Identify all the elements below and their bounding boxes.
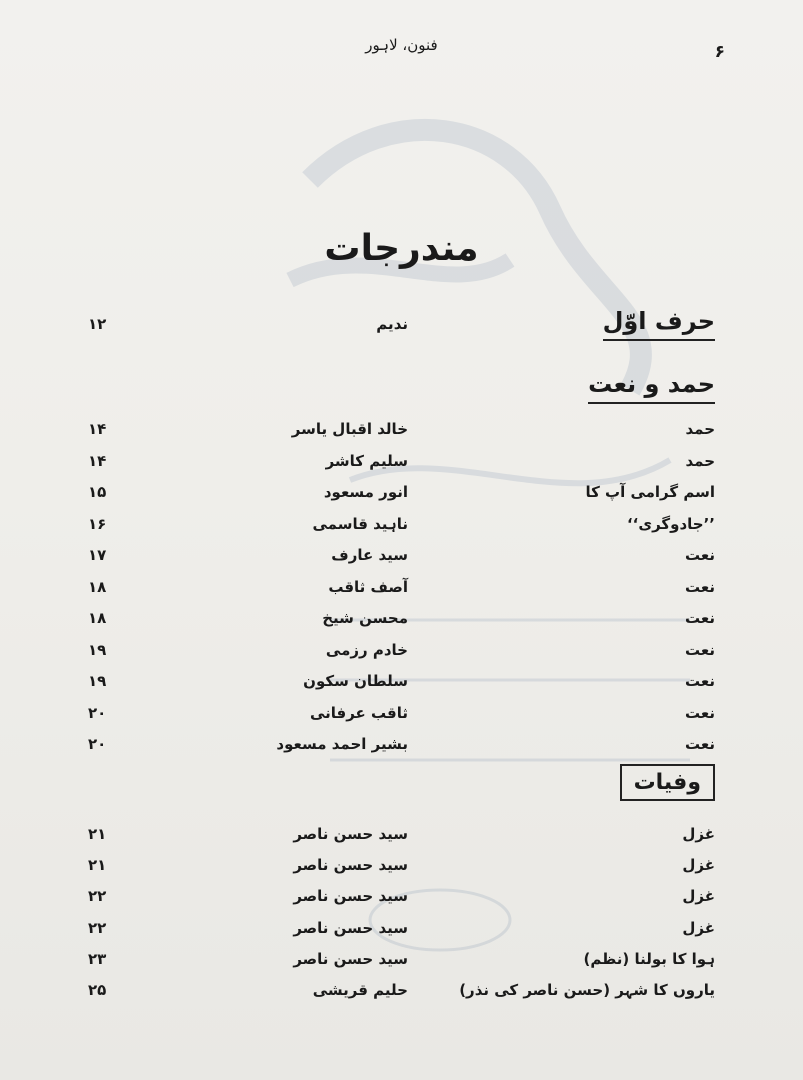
page-number: ۶ <box>714 42 725 62</box>
toc-author: خادم رزمی <box>325 640 408 659</box>
toc-title: نعت <box>685 609 715 627</box>
toc-page: ۱۸ <box>88 609 107 627</box>
toc-row <box>0 887 803 917</box>
toc-page: ۲۰ <box>88 735 107 753</box>
toc-page: ۲۵ <box>88 981 107 999</box>
toc-page: ۱۲ <box>88 315 107 333</box>
toc-row <box>0 825 803 855</box>
toc-title: نعت <box>685 546 715 564</box>
toc-author: ندیم <box>376 315 408 333</box>
toc-author: انور مسعود <box>323 483 408 501</box>
toc-page: ۱۴ <box>88 451 107 470</box>
toc-page: ۱۶ <box>88 514 107 533</box>
toc-page: ۲۲ <box>88 887 107 906</box>
toc-title: نعت <box>685 672 715 690</box>
section-heading-hamd-naat: حمد و نعت <box>588 370 715 404</box>
toc-title: ’’جادوگری‘‘ <box>626 514 715 533</box>
toc-row <box>0 672 803 702</box>
toc-page: ۲۱ <box>88 856 107 875</box>
toc-row <box>0 919 803 949</box>
toc-author: سید عارف <box>331 546 408 564</box>
toc-title: غزل <box>682 825 715 843</box>
toc-author: آصف ثاقب <box>328 577 408 596</box>
contents-title: مندرجات <box>324 228 479 269</box>
toc-row <box>0 981 803 1011</box>
toc-title: نعت <box>685 735 715 753</box>
toc-page: ۲۱ <box>88 825 107 843</box>
toc-author: سید حسن ناصر <box>293 887 408 906</box>
toc-title: نعت <box>685 577 715 596</box>
toc-row <box>0 735 803 765</box>
toc-title: حمد <box>685 420 715 438</box>
toc-title: اسم گرامی آپ کا <box>585 483 715 501</box>
toc-row <box>0 452 803 482</box>
toc-title: حمد <box>685 451 715 470</box>
toc-title: نعت <box>685 640 715 659</box>
toc-author: سید حسن ناصر <box>293 949 408 968</box>
toc-row-opening <box>0 315 803 345</box>
toc-author: محسن شیخ <box>322 609 408 627</box>
toc-row <box>0 950 803 980</box>
toc-row <box>0 856 803 886</box>
toc-author: خالد اقبال یاسر <box>291 420 408 438</box>
toc-page: ۱۷ <box>88 546 107 564</box>
toc-page: ۲۳ <box>88 949 107 968</box>
running-head: فنون، لاہور <box>365 36 438 54</box>
section-heading-obituaries: وفیات <box>620 764 715 801</box>
toc-page: ۱۴ <box>88 420 107 438</box>
toc-row <box>0 546 803 576</box>
toc-title: ہوا کا بولنا (نظم) <box>583 949 715 968</box>
toc-author: سید حسن ناصر <box>293 918 408 937</box>
toc-author: بشیر احمد مسعود <box>276 735 408 753</box>
toc-row <box>0 515 803 545</box>
toc-row <box>0 483 803 513</box>
toc-page: ۱۸ <box>88 577 107 596</box>
toc-author: حلیم قریشی <box>312 981 408 999</box>
toc-row <box>0 641 803 671</box>
toc-title: غزل <box>682 856 715 875</box>
toc-author: سید حسن ناصر <box>293 825 408 843</box>
toc-row <box>0 420 803 450</box>
toc-author: سید حسن ناصر <box>293 856 408 875</box>
toc-page: ۲۰ <box>88 703 107 722</box>
toc-page: ۱۵ <box>88 483 107 501</box>
toc-row <box>0 609 803 639</box>
toc-title: غزل <box>682 887 715 906</box>
toc-row <box>0 578 803 608</box>
toc-page: ۱۹ <box>88 672 107 690</box>
toc-title: یاروں کا شہر (حسن ناصر کی نذر) <box>459 981 715 999</box>
section-heading-opening: حرف اوّل <box>603 307 715 341</box>
toc-author: سلیم کاشر <box>325 451 408 470</box>
toc-author: ناہید قاسمی <box>312 514 408 533</box>
toc-author: ثاقب عرفانی <box>309 703 408 722</box>
toc-title: نعت <box>685 703 715 722</box>
toc-row <box>0 704 803 734</box>
toc-page: ۱۹ <box>88 640 107 659</box>
toc-author: سلطان سکون <box>303 672 408 690</box>
toc-title: غزل <box>682 918 715 937</box>
toc-page: ۲۲ <box>88 918 107 937</box>
